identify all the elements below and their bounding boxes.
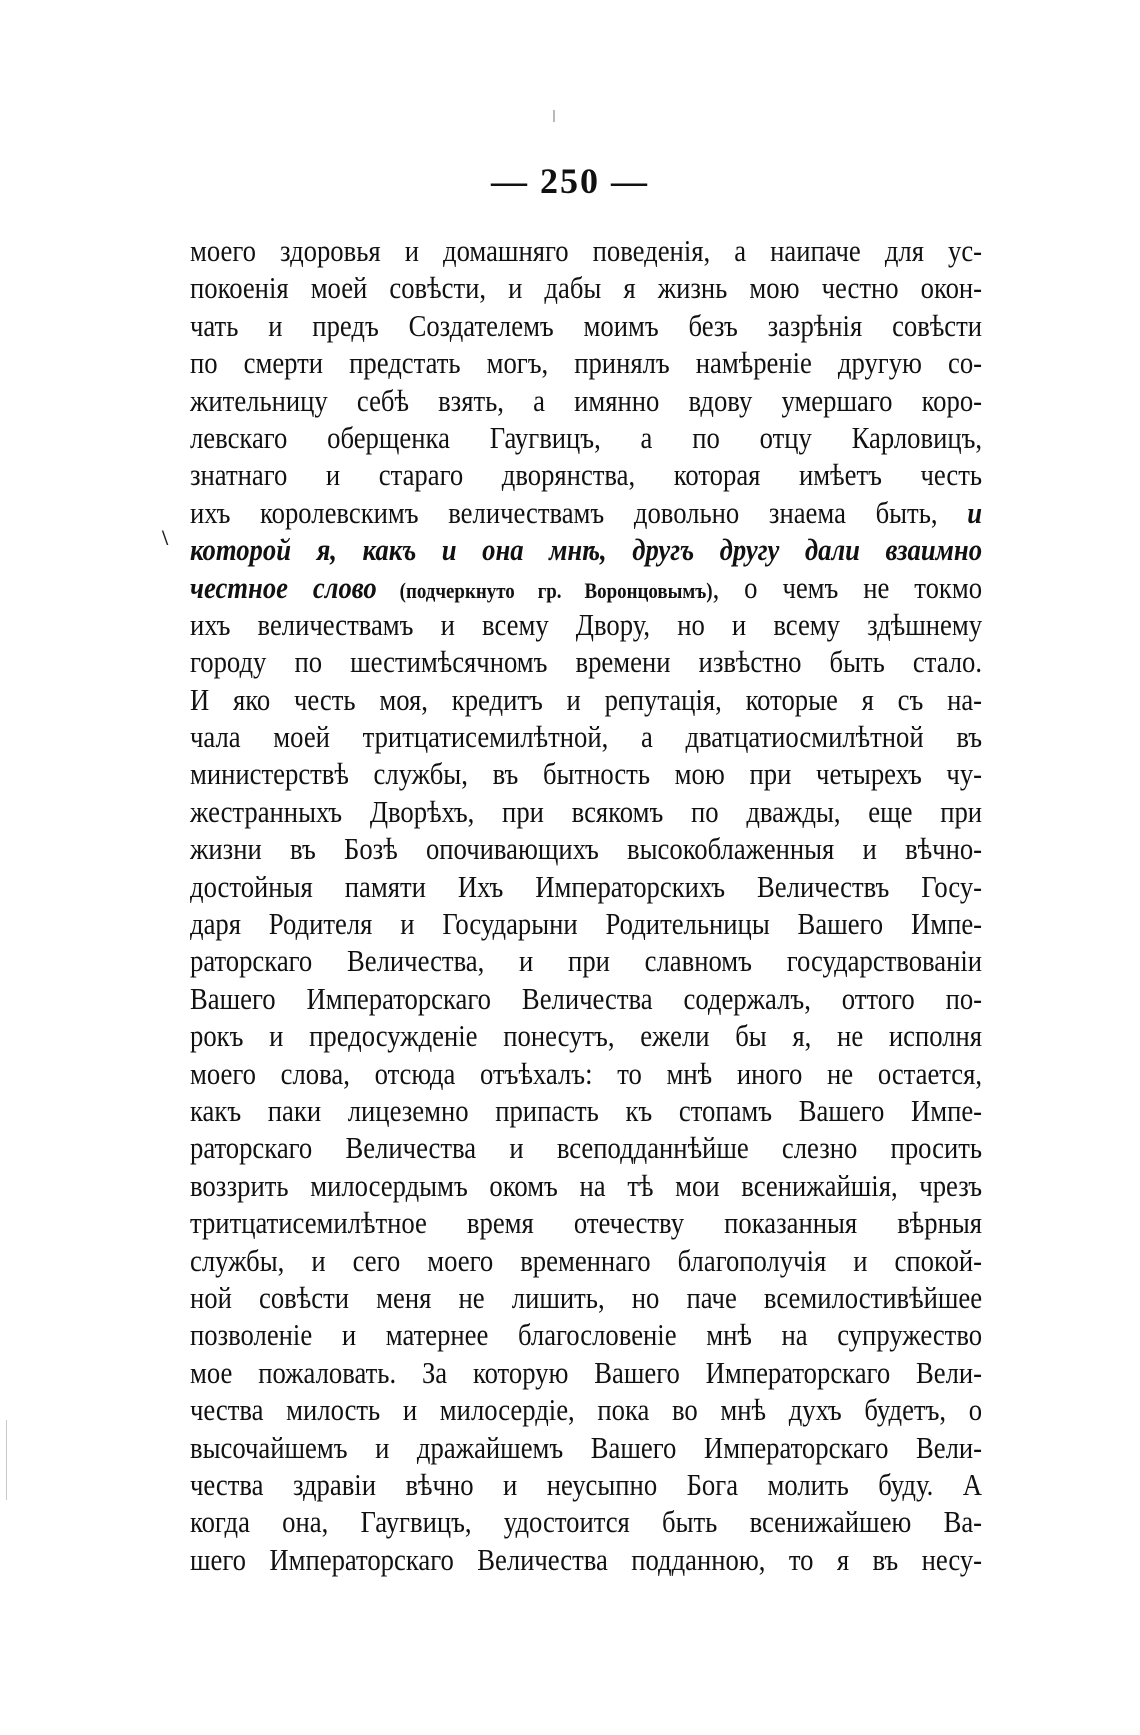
text-line: тритцатисемилѣтное время отечеству показанныя вѣрныя	[190, 1205, 983, 1241]
text-line: раторскаго Величества и всеподданнѣйше слезно просить	[190, 1130, 983, 1166]
text-line: честное слово (подчеркнуто гр. Воронцовымъ), о чемъ не токмо	[190, 569, 983, 605]
text-line: левскаго оберщенка Гаугвицъ, а по отцу Карловицъ,	[190, 419, 983, 455]
text-line: достойныя памяти Ихъ Императорскихъ Величествъ Госу-	[190, 868, 983, 904]
text-line: моего здоровья и домашняго поведенія, а наипаче для ус-	[190, 233, 983, 268]
text-line: чества здравіи вѣчно и неусыпно Бога молить буду. А	[190, 1466, 983, 1502]
page-top-mark	[553, 110, 555, 122]
text-line: службы, и сего моего временнаго благополучія и спокой-	[190, 1242, 983, 1278]
scan-edge-line	[6, 1420, 7, 1500]
text-line: по смерти предстать могъ, принялъ намѣреніе другую со-	[190, 345, 983, 381]
text-line: министерствѣ службы, въ бытность мою при четырехъ чу-	[190, 756, 983, 792]
emphasis-text: которой я, какъ и она мнѣ, другъ другу дали взаимно	[190, 532, 983, 568]
text-line: Вашего Императорскаго Величества содержалъ, оттого по-	[190, 980, 983, 1016]
emphasis-text: честное слово	[190, 569, 377, 605]
text-line: жизни въ Бозѣ опочивающихъ высокоблаженныя и вѣчно-	[190, 831, 983, 867]
text-line: раторскаго Величества, и при славномъ государствованіи	[190, 943, 983, 979]
body-text	[190, 232, 982, 1578]
text-line: рокъ и предосужденіе понесутъ, ежели бы я, не исполня	[190, 1018, 983, 1054]
text-line: даря Родителя и Государыни Родительницы Вашего Импе-	[190, 906, 983, 942]
text-line: шего Императорскаго Величества подданною, то я въ несу-	[190, 1541, 983, 1577]
text-line: мое пожаловать. За которую Вашего Императорскаго Вели-	[190, 1354, 983, 1390]
text-line: воззрить милосердымъ окомъ на тѣ мои всенижайшія, чрезъ	[190, 1167, 983, 1203]
text-line: чества милость и милосердіе, пока во мнѣ духъ будетъ, о	[190, 1392, 983, 1428]
text-line: жительницу себѣ взять, а имянно вдову умершаго коро-	[190, 382, 983, 418]
text-line: ихъ величествамъ и всему Двору, но и всему здѣшнему	[190, 606, 983, 642]
text-line: знатнаго и стараго дворянства, которая имѣетъ честь	[190, 457, 983, 493]
emphasis-text: и	[967, 494, 983, 530]
page-number: — 250 —	[491, 161, 649, 201]
editor-note: (подчеркнуто гр. Воронцовымъ)	[376, 577, 713, 603]
text-line: позволеніе и матернее благословеніе мнѣ на супружество	[190, 1317, 983, 1353]
text-line: моего слова, отсюда отъѣхалъ: то мнѣ иного не остается,	[190, 1055, 983, 1091]
text-line: высочайшемъ и дражайшемъ Вашего Императорскаго Вели-	[190, 1429, 983, 1465]
text-line: чать и предъ Создателемъ моимъ безъ зазрѣнія совѣсти	[190, 307, 983, 343]
text-line: ной совѣсти меня не лишить, но паче всемилостивѣйшее	[190, 1279, 983, 1315]
text-line: жестранныхъ Дворѣхъ, при всякомъ по дважды, еще при	[190, 793, 983, 829]
text-line: покоенія моей совѣсти, и дабы я жизнь мою честно окон-	[190, 270, 983, 306]
text-line: когда она, Гаугвицъ, удостоится быть всенижайшею Ва-	[190, 1504, 983, 1540]
text-line: какъ паки лицеземно припасть къ стопамъ Вашего Импе-	[190, 1092, 983, 1128]
text-line: И яко честь моя, кредитъ и репутація, которые я съ на-	[190, 681, 983, 717]
text-line: чала моей тритцатисемилѣтной, а дватцатиосмилѣтной въ	[190, 719, 983, 755]
text-line	[190, 531, 982, 568]
text-line: городу по шестимѣсячномъ времени извѣстно быть стало.	[190, 644, 983, 680]
margin-mark: \	[162, 525, 169, 550]
text-line: ихъ королевскимъ величествамъ довольно знаема быть, и	[190, 494, 983, 530]
